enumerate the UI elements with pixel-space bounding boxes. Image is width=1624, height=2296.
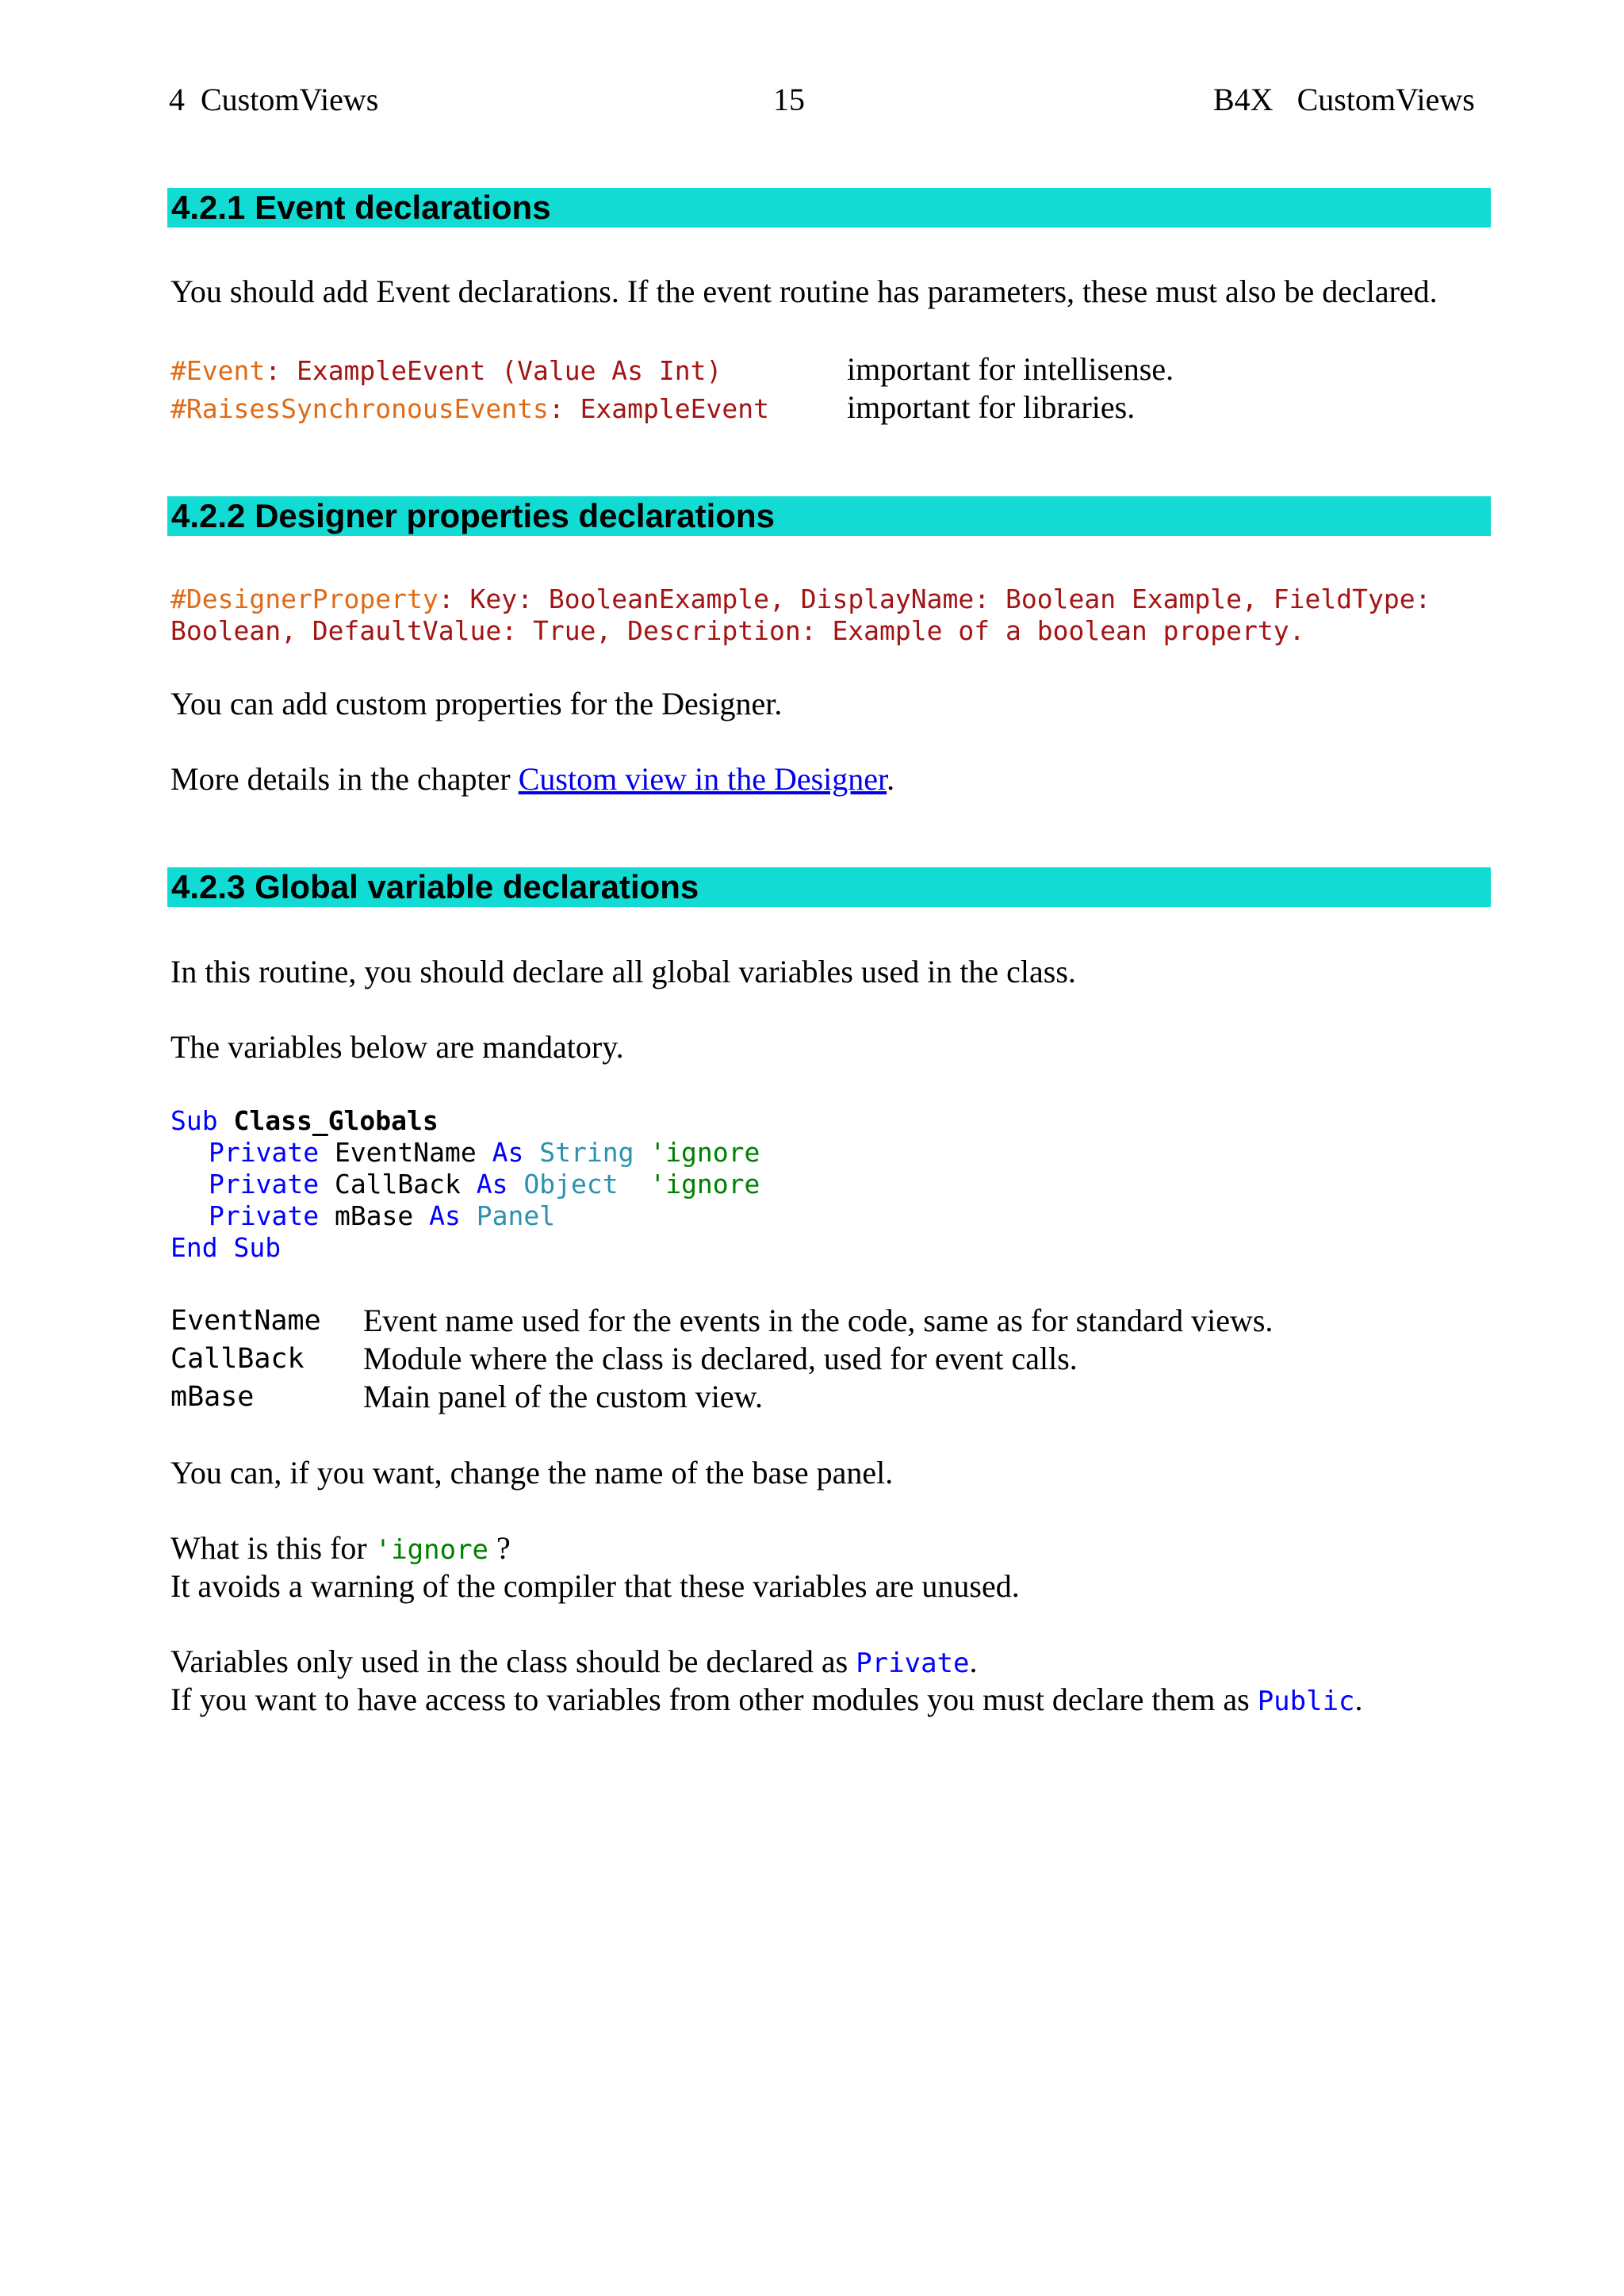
custom-view-designer-link[interactable]: Custom view in the Designer (518, 761, 887, 797)
code-type: String (523, 1137, 634, 1168)
rename-base-panel-paragraph: You can, if you want, change the name of the base panel. (170, 1455, 894, 1490)
code-rest: : ExampleEvent (Value As Int) (265, 355, 722, 386)
code-directive: #DesignerProperty (170, 584, 439, 614)
definition-desc: Module where the class is declared, used for event calls. (363, 1341, 1078, 1376)
code-line-raises-sync (170, 393, 769, 424)
public-paragraph (170, 1681, 1363, 1718)
private-text: Variables only used in the class should be declared as (170, 1644, 856, 1679)
code-line-mbase (209, 1200, 555, 1231)
question-text: What is this for (170, 1530, 375, 1566)
definition-term: mBase (170, 1381, 255, 1413)
definition-desc: Event name used for the events in the code, same as for standard views. (363, 1303, 1274, 1338)
page-number: 15 (773, 82, 805, 117)
header-book-title: B4X CustomViews (1213, 82, 1475, 117)
code-designer-property-line2: Boolean, DefaultValue: True, Description: Example of a boolean property. (170, 615, 1305, 646)
code-keyword: Private (209, 1200, 320, 1231)
event-intro-paragraph: You should add Event declarations. If the event routine has parameters, these must also be declared. (170, 274, 1438, 309)
designer-more-details (170, 760, 894, 798)
globals-mandatory-paragraph: The variables below are mandatory. (170, 1029, 624, 1065)
question-mark: ? (488, 1530, 511, 1566)
code-keyword: Sub (170, 1105, 218, 1136)
code-type: Panel (460, 1200, 556, 1231)
inline-code-ignore: 'ignore (374, 1534, 489, 1566)
section-heading-designer-properties: 4.2.2 Designer properties declarations (167, 496, 1491, 536)
code-keyword: Private (209, 1169, 320, 1200)
inline-code-private: Private (856, 1647, 970, 1679)
inline-code-public: Public (1257, 1686, 1355, 1717)
code-sub-class-globals (170, 1105, 439, 1136)
code-line-eventname (209, 1137, 760, 1168)
code-note-intellisense: important for intellisense. (847, 351, 1174, 387)
definition-desc: Main panel of the custom view. (363, 1379, 763, 1414)
code-line-callback (209, 1169, 760, 1200)
code-comment: 'ignore (634, 1137, 760, 1168)
code-identifier: mBase (319, 1200, 430, 1231)
code-comment: 'ignore (618, 1169, 760, 1200)
code-rest: : ExampleEvent (548, 393, 769, 424)
code-keyword: As (492, 1137, 524, 1168)
definition-term: CallBack (170, 1343, 304, 1375)
code-sub-name: Class_Globals (233, 1105, 439, 1136)
more-details-text: More details in the chapter (170, 761, 519, 797)
designer-paragraph: You can add custom properties for the Designer. (170, 686, 783, 721)
header-chapter: 4 CustomViews (169, 82, 379, 117)
code-keyword: As (429, 1200, 461, 1231)
code-directive: #Event (170, 355, 266, 386)
ignore-explanation: It avoids a warning of the compiler that these variables are unused. (170, 1568, 1020, 1604)
code-designer-property-line1 (170, 584, 1431, 614)
globals-intro-paragraph: In this routine, you should declare all global variables used in the class. (170, 954, 1076, 989)
code-keyword: Private (209, 1137, 320, 1168)
code-directive: #RaisesSynchronousEvents (170, 393, 549, 424)
section-heading-global-variables: 4.2.3 Global variable declarations (167, 867, 1491, 907)
code-end-sub: End Sub (170, 1232, 282, 1263)
private-paragraph (170, 1643, 978, 1680)
period: . (1354, 1682, 1363, 1717)
code-rest: : Key: BooleanExample, DisplayName: Boolean Example, FieldType: (438, 584, 1431, 614)
code-identifier: EventName (319, 1137, 492, 1168)
code-note-libraries: important for libraries. (847, 389, 1136, 425)
code-type: Object (508, 1169, 619, 1200)
definition-term: EventName (170, 1305, 321, 1337)
public-text: If you want to have access to variables from other modules you must declare them as (170, 1682, 1258, 1717)
period: . (969, 1644, 978, 1679)
section-heading-event-declarations: 4.2.1 Event declarations (167, 188, 1491, 228)
period: . (887, 761, 895, 797)
code-line-event (170, 355, 722, 386)
ignore-question (170, 1529, 511, 1567)
code-keyword: As (476, 1169, 508, 1200)
code-identifier: CallBack (319, 1169, 477, 1200)
